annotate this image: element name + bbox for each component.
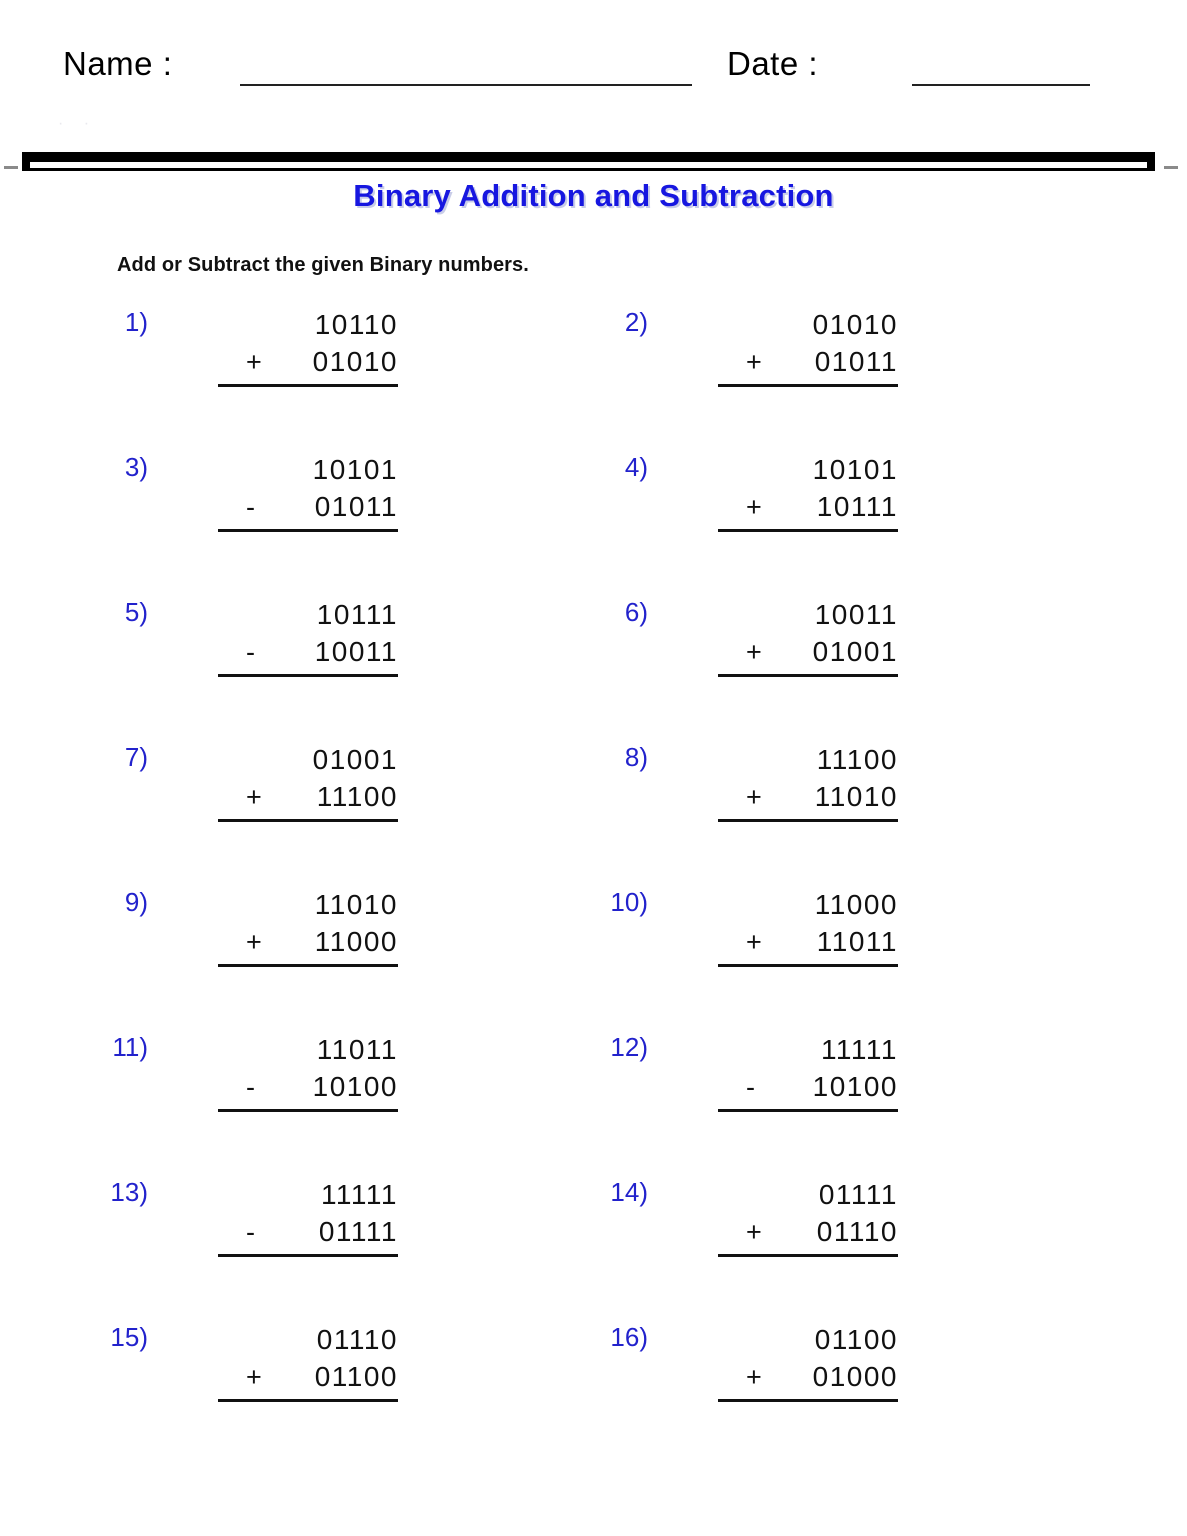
bottom-operand-line [198,1213,398,1251]
answer-rule [218,674,398,677]
problem-row [0,451,1187,596]
problem-number: 15) [110,1322,148,1352]
problem-row [0,886,1187,1031]
top-operand-line [198,1321,398,1358]
top-operand-line [698,596,898,633]
bottom-operand-line [198,343,398,381]
page-title: Binary Addition and Subtraction [353,178,834,213]
answer-rule [718,384,898,387]
operator-symbol: + [746,637,764,667]
top-operand-line [698,1321,898,1358]
bottom-operand: 11010 [814,781,898,812]
problem-number: 16) [610,1322,648,1352]
top-operand-line [198,1176,398,1213]
bottom-operand-line [198,778,398,816]
vertical-sum [198,306,398,387]
operator-symbol: + [746,1217,764,1247]
bottom-operand: 01011 [814,346,898,377]
answer-rule [718,1399,898,1402]
bottom-operand: 11011 [816,926,898,957]
operator-symbol: - [246,1217,257,1247]
top-operand: 01100 [814,1324,898,1355]
bottom-operand-line [698,923,898,961]
problem-row [0,1321,1187,1466]
answer-rule [218,964,398,967]
operator-symbol: + [246,1362,264,1392]
answer-rule [718,529,898,532]
problem-row [0,596,1187,741]
vertical-sum [698,596,898,677]
problems-grid [0,306,1187,1466]
problem-row [0,306,1187,451]
answer-rule [718,1254,898,1257]
problem-1 [90,306,520,426]
bottom-operand-line [698,1213,898,1251]
bottom-operand-line [198,1358,398,1396]
top-operand-line [698,886,898,923]
bottom-operand: 10100 [812,1071,898,1102]
answer-rule [218,384,398,387]
problem-11 [90,1031,520,1151]
answer-rule [718,1109,898,1112]
vertical-sum [198,1176,398,1257]
top-operand: 01111 [818,1179,898,1210]
name-label: Name : [63,45,173,82]
bottom-operand: 01001 [812,636,898,667]
problem-2 [590,306,1020,426]
operator-symbol: + [246,782,264,812]
answer-rule [718,964,898,967]
problem-3 [90,451,520,571]
instruction-text: Add or Subtract the given Binary numbers. [117,254,529,276]
problem-15 [90,1321,520,1441]
problem-number: 7) [124,742,148,772]
top-operand: 10111 [316,599,398,630]
problem-row [0,1031,1187,1176]
vertical-sum [198,596,398,677]
problem-number: 3) [124,452,148,482]
date-label: Date : [727,45,819,82]
problem-number: 8) [624,742,648,772]
bottom-operand: 11100 [316,781,398,812]
vertical-sum [198,741,398,822]
operator-symbol: - [246,1072,257,1102]
answer-rule [718,819,898,822]
bottom-operand-line [198,1068,398,1106]
problem-7 [90,741,520,861]
problem-number: 14) [610,1177,648,1207]
operator-symbol: - [746,1072,757,1102]
problem-9 [90,886,520,1006]
problem-number: 4) [624,452,648,482]
problem-number: 6) [624,597,648,627]
vertical-sum [698,886,898,967]
vertical-sum [698,741,898,822]
problem-number: 10) [610,887,648,917]
operator-symbol: + [746,927,764,957]
operator-symbol: + [746,347,764,377]
problem-16 [590,1321,1020,1441]
problem-12 [590,1031,1020,1151]
answer-rule [718,674,898,677]
vertical-sum [698,306,898,387]
vertical-sum [198,1321,398,1402]
vertical-sum [198,886,398,967]
bottom-operand-line [698,778,898,816]
operator-symbol: + [246,927,264,957]
bottom-operand: 01100 [314,1361,398,1392]
top-operand-line [698,1176,898,1213]
bottom-operand: 10100 [312,1071,398,1102]
date-blank-line[interactable] [912,84,1090,86]
bottom-operand-line [698,633,898,671]
vertical-sum [198,1031,398,1112]
bottom-operand-line [198,488,398,526]
top-operand: 10011 [814,599,898,630]
top-operand: 11100 [816,744,898,775]
top-operand-line [198,741,398,778]
operator-symbol: - [246,637,257,667]
top-operand-line [198,1031,398,1068]
problem-number: 11) [112,1032,148,1062]
answer-rule [218,819,398,822]
operator-symbol: - [246,492,257,522]
bottom-operand-line [698,1068,898,1106]
problem-number: 9) [124,887,148,917]
divider-tick-left [4,166,18,169]
top-operand-line [698,1031,898,1068]
top-operand: 10101 [812,454,898,485]
divider-bar [22,152,1155,171]
top-operand-line [698,306,898,343]
top-operand: 11111 [820,1034,898,1065]
operator-symbol: + [746,1362,764,1392]
problem-row [0,741,1187,886]
top-operand-line [698,451,898,488]
problem-10 [590,886,1020,1006]
top-operand: 01001 [312,744,398,775]
answer-rule [218,1109,398,1112]
problem-6 [590,596,1020,716]
bottom-operand: 01110 [816,1216,898,1247]
top-operand: 10101 [312,454,398,485]
divider-tick-right [1164,166,1178,169]
bottom-operand: 01010 [312,346,398,377]
vertical-sum [198,451,398,532]
bottom-operand: 10011 [314,636,398,667]
answer-rule [218,529,398,532]
problem-number: 1) [124,307,148,337]
bottom-operand: 01011 [314,491,398,522]
top-operand-line [198,596,398,633]
problem-13 [90,1176,520,1296]
top-operand: 11000 [814,889,898,920]
faint-artifact-mark: · · [58,115,98,132]
top-operand: 11010 [314,889,398,920]
top-operand: 11011 [316,1034,398,1065]
top-operand-line [198,886,398,923]
bottom-operand-line [698,343,898,381]
operator-symbol: + [246,347,264,377]
answer-rule [218,1254,398,1257]
vertical-sum [698,1321,898,1402]
problem-number: 13) [110,1177,148,1207]
worksheet-header [0,44,1187,100]
vertical-sum [698,451,898,532]
top-operand-line [198,451,398,488]
bottom-operand: 10111 [816,491,898,522]
header-divider [0,152,1187,176]
name-blank-line[interactable] [240,84,692,86]
bottom-operand-line [198,923,398,961]
problem-8 [590,741,1020,861]
problem-14 [590,1176,1020,1296]
bottom-operand-line [698,1358,898,1396]
bottom-operand: 11000 [314,926,398,957]
bottom-operand: 01000 [812,1361,898,1392]
vertical-sum [698,1176,898,1257]
top-operand-line [198,306,398,343]
problem-number: 2) [624,307,648,337]
top-operand: 11111 [320,1179,398,1210]
top-operand-line [698,741,898,778]
top-operand: 10110 [314,309,398,340]
problem-4 [590,451,1020,571]
answer-rule [218,1399,398,1402]
divider-bar-inner-stripe [30,162,1147,168]
problem-row [0,1176,1187,1321]
bottom-operand-line [198,633,398,671]
vertical-sum [698,1031,898,1112]
bottom-operand-line [698,488,898,526]
operator-symbol: + [746,782,764,812]
problem-number: 5) [124,597,148,627]
bottom-operand: 01111 [318,1216,398,1247]
problem-number: 12) [610,1032,648,1062]
operator-symbol: + [746,492,764,522]
top-operand: 01010 [812,309,898,340]
top-operand: 01110 [316,1324,398,1355]
problem-5 [90,596,520,716]
